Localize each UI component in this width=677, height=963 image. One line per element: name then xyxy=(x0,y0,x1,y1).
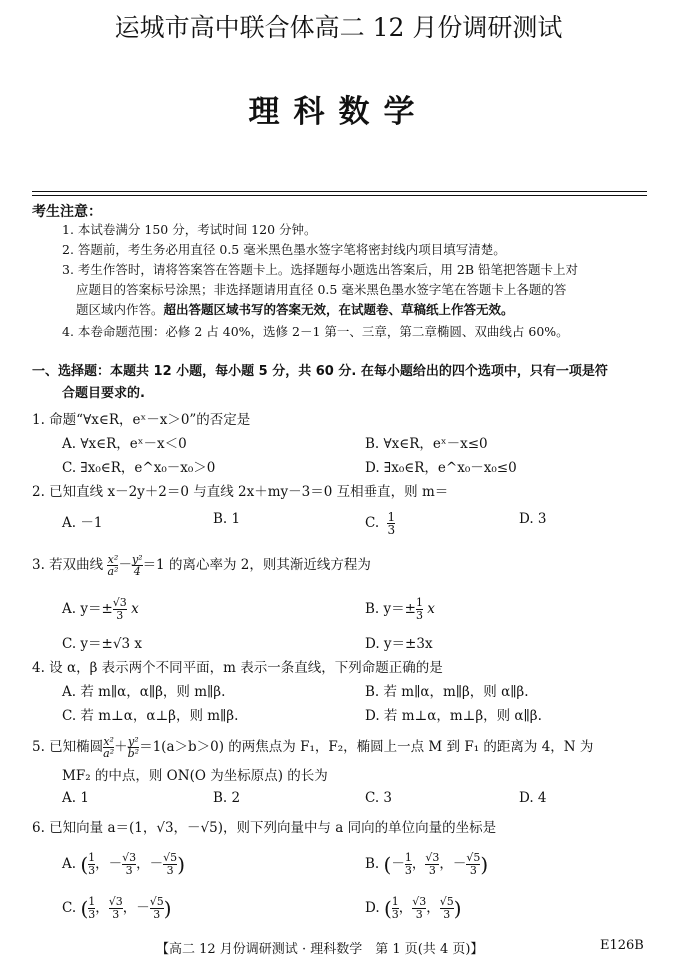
section-heading: 一、选择题：本题共 12 小题，每小题 5 分，共 60 分. 在每小题给出的四个选项中，只有一项是符 xyxy=(32,364,608,379)
option-c: C. ( $\frac{1}{3}$ ， $\frac{√3}{3}$ ，－ $\frac{√5}{3}$ ) xyxy=(62,895,172,921)
notice-item: 1. 本试卷满分 150 分，考试时间 120 分钟。 xyxy=(62,222,317,237)
option-d: D. 4 xyxy=(519,790,547,806)
notice-emphasis: 超出答题区域书写的答案无效，在试题卷、草稿纸上作答无效。 xyxy=(163,302,514,317)
option-d: D. 3 xyxy=(519,511,547,527)
option-b: B. 1 xyxy=(213,511,241,527)
notice-item: 3. 考生作答时，请将答案答在答题卡上。选择题每小题选出答案后，用 2B 铅笔把答题卡上对 xyxy=(62,262,578,277)
notice-item: 2. 答题前，考生务必用直径 0.5 毫米黑色墨水签字笔将密封线内项目填写清楚。 xyxy=(62,242,506,257)
option-d: D. y＝±3x xyxy=(365,636,433,652)
option-b: B. 若 m∥α，m∥β，则 α∥β. xyxy=(365,684,529,700)
question-stem: 2. 已知直线 x－2y＋2＝0 与直线 2x＋my－3＝0 互相垂直，则 m＝ xyxy=(32,484,449,500)
option-c: C. y＝±√3 x xyxy=(62,636,142,652)
exam-code: E126B xyxy=(600,938,644,953)
notice-item: 题区域内作答。超出答题区域书写的答案无效，在试题卷、草稿纸上作答无效。 xyxy=(76,302,514,317)
option-a: A. ∀x∈R，eˣ－x＜0 xyxy=(62,436,187,452)
question-stem: 1. 命题“∀x∈R，eˣ－x＞0”的否定是 xyxy=(32,412,251,428)
option-a: A. ( $\frac{1}{3}$ ，－ $\frac{√3}{3}$ ，－ $\frac{√5}{3}$ ) xyxy=(62,851,185,877)
option-c: C. $\frac{1}{3}$ xyxy=(365,510,396,537)
option-b: B. (－ $\frac{1}{3}$ ， $\frac{√3}{3}$ ，－ $\frac{√5}{3}$ ) xyxy=(365,851,489,877)
subject-title: 理科数学 xyxy=(248,94,429,130)
option-b: B. y＝± $\frac{1}{3}$ x xyxy=(365,596,435,622)
question-stem: 6. 已知向量 a＝(1，√3，－√5)，则下列向量中与 a 同向的单位向量的坐标是 xyxy=(32,820,497,836)
question-stem: 3. 若双曲线 $\frac{\text{x²}}{\text{a²}}$ － $\frac{\text{y²}}{4}$ ＝1 的离心率为 2，则其渐近线方程为 xyxy=(32,553,371,578)
notice-item: 应题目的答案标号涂黑；非选择题请用直径 0.5 毫米黑色墨水签字笔在答题卡上各题的答 xyxy=(76,282,567,297)
divider xyxy=(32,195,647,196)
page-footer: 【高二 12 月份调研测试 · 理科数学 第 1 页(共 4 页)】 xyxy=(156,942,484,957)
question-stem: 4. 设 α，β 表示两个不同平面，m 表示一条直线，下列命题正确的是 xyxy=(32,660,443,676)
option-c: C. ∃x₀∈R，e^x₀－x₀＞0 xyxy=(62,460,216,476)
notice-item: 4. 本卷命题范围：必修 2 占 40%，选修 2－1 第一、三章，第二章椭圆、双曲线占 60%。 xyxy=(62,324,569,339)
option-b: B. ∀x∈R，eˣ－x≤0 xyxy=(365,436,488,452)
option-b: B. 2 xyxy=(213,790,241,806)
option-d: D. ( $\frac{1}{3}$ ， $\frac{√3}{3}$ ， $\frac{√5}{3}$ ) xyxy=(365,895,462,921)
option-a: A. 若 m∥α，α∥β，则 m∥β. xyxy=(62,684,226,700)
option-a: A. 1 xyxy=(62,790,89,806)
question-stem: MF₂ 的中点，则 ON(O 为坐标原点) 的长为 xyxy=(62,768,328,784)
question-stem: 5. 已知椭圆 $\frac{\text{x²}}{\text{a²}}$ ＋ $\frac{\text{y²}}{\text{b²}}$ ＝1(a＞b＞0) 的两焦点为 F₁，F₂，椭圆上一点 M 到 F₁ 的距离为 4，N 为 xyxy=(32,735,594,760)
section-heading: 合题目要求的. xyxy=(62,386,145,401)
divider xyxy=(32,191,647,192)
exam-title: 运城市高中联合体高二 12 月份调研测试 xyxy=(114,13,563,42)
option-c: C. 若 m⊥α，α⊥β，则 m∥β. xyxy=(62,708,239,724)
option-a: A. y＝± $\frac{√3}{3}$ x xyxy=(62,596,139,622)
option-c: C. 3 xyxy=(365,790,393,806)
option-d: D. ∃x₀∈R，e^x₀－x₀≤0 xyxy=(365,460,517,476)
option-a: A. －1 xyxy=(62,515,103,531)
option-d: D. 若 m⊥α，m⊥β，则 α∥β. xyxy=(365,708,542,724)
notice-heading: 考生注意： xyxy=(32,204,102,220)
